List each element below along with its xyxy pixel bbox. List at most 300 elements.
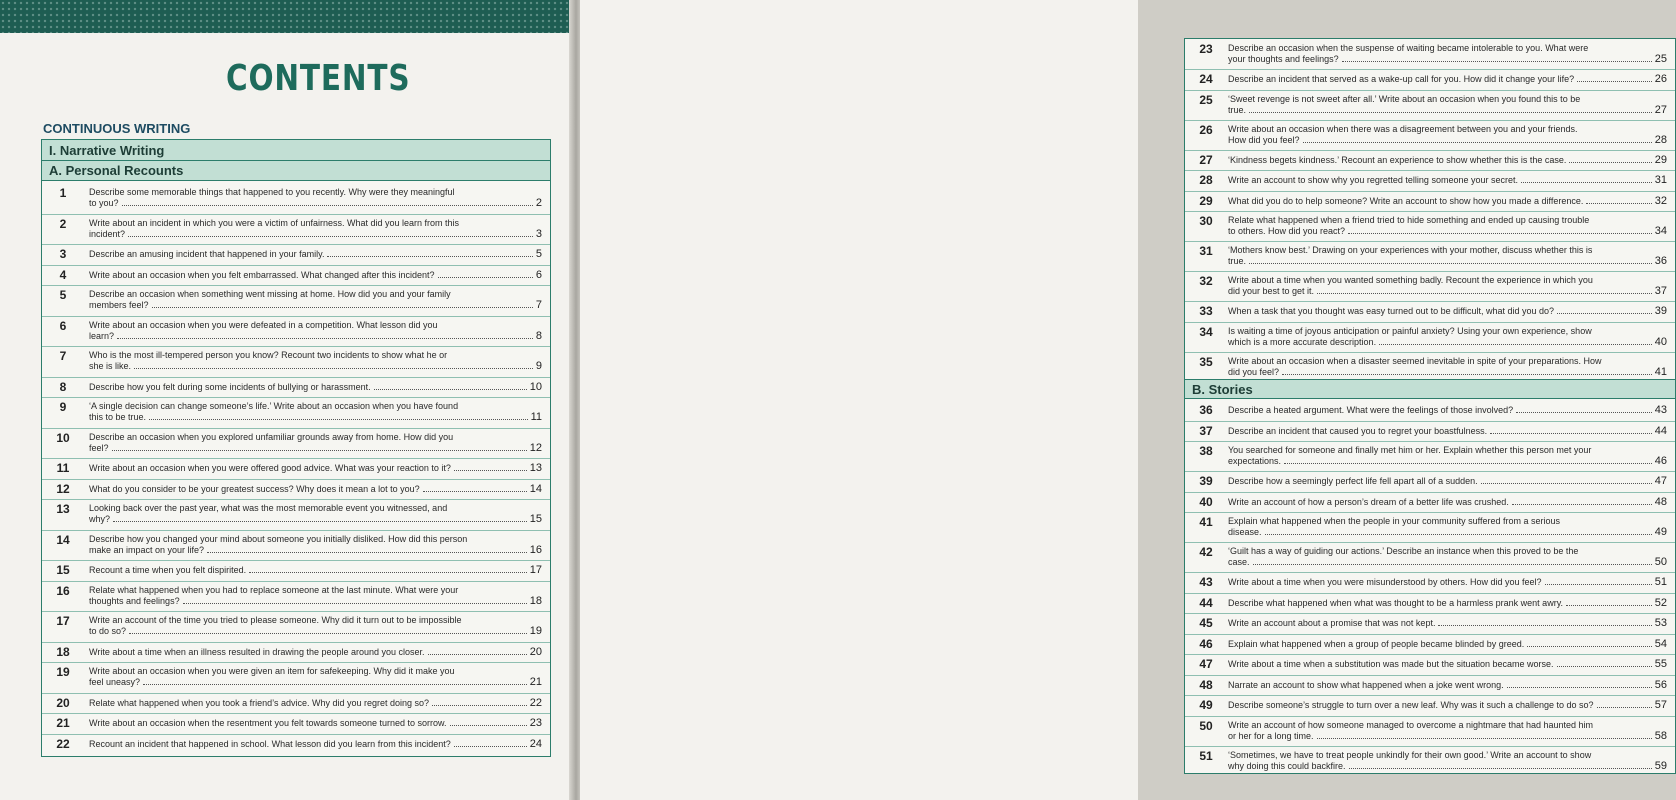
- entry-number: 12: [56, 481, 70, 496]
- entry-line: [89, 229, 542, 240]
- dot-leader: [374, 389, 527, 390]
- contents-entry: [1185, 69, 1675, 90]
- dot-leader: [143, 684, 527, 685]
- entry-line: [1228, 124, 1667, 135]
- entry-text: [1228, 326, 1667, 348]
- page-number: 20: [529, 645, 542, 658]
- entry-line: [89, 718, 542, 729]
- contents-entry: [1185, 512, 1675, 542]
- entry-number: 29: [1199, 193, 1213, 208]
- dot-leader: [1481, 483, 1652, 484]
- entry-title-line: ‘A single decision can change someone’s life.’ Write about an occasion when you have found: [89, 401, 459, 411]
- contents-entry: [1185, 542, 1675, 572]
- page-number: 16: [529, 543, 542, 556]
- dot-leader: [149, 419, 528, 420]
- entry-text: [1228, 546, 1667, 568]
- page-number: 59: [1654, 759, 1667, 772]
- entry-line: [89, 484, 542, 495]
- dot-leader: [152, 307, 533, 308]
- entry-number: 2: [59, 216, 67, 231]
- entry-text: [1228, 680, 1667, 691]
- entry-text: [1228, 426, 1667, 437]
- entry-line: [1228, 245, 1667, 256]
- entry-line: [89, 514, 542, 525]
- decorative-header-band: [0, 0, 572, 33]
- entry-line: [89, 698, 542, 709]
- entry-number: 41: [1199, 515, 1213, 529]
- entry-text: [1228, 445, 1667, 467]
- entry-title-line: Describe what happened when what was thought to be a harmless prank went awry.: [1228, 597, 1564, 608]
- entry-title-line: thoughts and feelings?: [89, 595, 180, 606]
- contents-entry: [1185, 593, 1675, 614]
- contents-box-right: [1184, 38, 1676, 774]
- entry-number: 6: [59, 318, 67, 333]
- entry-number: 40: [1199, 494, 1213, 509]
- dot-leader: [1379, 344, 1652, 345]
- dot-leader: [249, 572, 527, 573]
- entry-number: 43: [1199, 575, 1213, 589]
- entry-title-line: which is a more accurate description.: [1228, 336, 1377, 347]
- entry-title-line: Relate what happened when you had to replace someone at the last minute. What were your: [89, 584, 459, 595]
- entry-title-line: You searched for someone and finally met him or her. Explain whether this person met your: [1228, 445, 1592, 455]
- page-number: 48: [1654, 495, 1667, 508]
- entry-line: [1228, 155, 1667, 166]
- entry-text: [1228, 639, 1667, 650]
- page-number: 54: [1654, 637, 1667, 650]
- dot-leader: [1349, 768, 1652, 769]
- entry-line: [1228, 426, 1667, 437]
- contents-entry: [1185, 90, 1675, 120]
- entry-text: [1228, 750, 1667, 772]
- dot-leader: [428, 654, 527, 655]
- entry-title-line: Describe a heated argument. What were the feelings of those involved?: [1228, 405, 1514, 415]
- entry-number: 50: [1199, 718, 1213, 733]
- entry-line: [1228, 445, 1667, 456]
- page-number: 10: [529, 380, 542, 393]
- entry-number: 10: [56, 430, 70, 445]
- dot-leader: [1577, 81, 1652, 82]
- entry-line: [1228, 516, 1667, 527]
- entry-number: 37: [1199, 423, 1213, 438]
- page-number: 43: [1654, 404, 1667, 416]
- entry-text: [89, 718, 542, 729]
- left-page: [0, 0, 572, 800]
- entry-line: [89, 443, 542, 454]
- contents-entry: [1185, 716, 1675, 746]
- entry-line: [89, 677, 542, 688]
- dot-leader: [122, 205, 533, 206]
- entry-number: 23: [1199, 42, 1213, 56]
- entry-text: [1228, 94, 1667, 116]
- page-number: 32: [1654, 194, 1667, 207]
- dot-leader: [1253, 564, 1652, 565]
- entry-number: 18: [56, 644, 70, 659]
- entry-line: [1228, 43, 1667, 54]
- dot-leader: [438, 277, 533, 278]
- entry-text: [1228, 275, 1667, 297]
- dot-leader: [450, 725, 527, 726]
- entry-text: [1228, 175, 1667, 186]
- contents-entry: [1185, 572, 1675, 593]
- entry-title-line: Write about a time when a substitution was made but the situation became worse.: [1228, 659, 1554, 669]
- dot-leader: [1342, 61, 1652, 62]
- box-heading: I. Narrative Writing: [42, 140, 550, 161]
- entry-title-line: Describe how you changed your mind about someone you initially disliked. How did this person: [89, 533, 468, 544]
- dot-leader: [129, 633, 527, 634]
- entry-line: [89, 412, 542, 423]
- entry-title-line: case.: [1228, 557, 1250, 567]
- page-number: 23: [529, 717, 542, 729]
- entry-text: [1228, 405, 1667, 416]
- entry-text: [89, 320, 542, 342]
- entry-line: [89, 218, 542, 229]
- entry-title-line: feel?: [89, 442, 109, 453]
- contents-entry: [1185, 150, 1675, 171]
- entry-number: 47: [1199, 657, 1213, 671]
- entry-line: [1228, 598, 1667, 609]
- entry-title-line: Write an account of the time you tried to please someone. Why did it turn out to be impossible: [89, 615, 462, 625]
- entry-text: [1228, 245, 1667, 267]
- entry-title-line: Describe some memorable things that happened to you recently. Why were they meaningful: [89, 187, 455, 197]
- page-number: 28: [1654, 133, 1667, 146]
- entry-line: [1228, 175, 1667, 186]
- dot-leader: [1557, 313, 1652, 314]
- entry-number: 13: [56, 502, 70, 516]
- section-title: CONTINUOUS WRITING: [43, 121, 191, 136]
- dot-leader: [1303, 142, 1652, 143]
- page-number: 56: [1654, 678, 1667, 691]
- contents-entry: [1185, 301, 1675, 322]
- entry-number: 30: [1199, 214, 1213, 228]
- entry-title-line: make an impact on your life?: [89, 544, 205, 555]
- entry-text: [89, 666, 542, 688]
- entry-text: [89, 350, 542, 372]
- dot-leader: [1512, 504, 1652, 505]
- entry-line: [89, 615, 542, 626]
- contents-entry: [42, 214, 550, 245]
- page-number: 25: [1654, 53, 1667, 65]
- entry-line: [1228, 367, 1667, 378]
- dot-leader: [1569, 162, 1651, 163]
- dot-leader: [327, 256, 532, 257]
- entry-number: 22: [56, 736, 70, 751]
- entry-title-line: Relate what happened when you took a friend’s advice. Why did you regret doing so?: [89, 697, 430, 708]
- page-number: 52: [1654, 596, 1667, 609]
- entry-line: [1228, 456, 1667, 467]
- entry-title-line: ‘Kindness begets kindness.’ Recount an experience to show whether this is the case.: [1228, 154, 1567, 165]
- entry-title-line: Describe an amusing incident that happened in your family.: [89, 249, 325, 259]
- entry-number: 46: [1199, 636, 1213, 651]
- page-number: 49: [1654, 526, 1667, 538]
- entry-text: [1228, 155, 1667, 166]
- page-number: 40: [1654, 335, 1667, 348]
- page-number: 58: [1654, 729, 1667, 742]
- entry-text: [89, 565, 542, 576]
- entry-title-line: ‘Mothers know best.’ Drawing on your experiences with your mother, discuss whether this is: [1228, 245, 1593, 255]
- entry-title-line: Who is the most ill-tempered person you know? Recount two incidents to show what he or: [89, 350, 448, 360]
- entry-title-line: Recount an incident that happened in school. What lesson did you learn from this incident?: [89, 738, 451, 749]
- dot-leader: [423, 491, 527, 492]
- entry-title-line: ‘Sometimes, we have to treat people unkindly for their own good.’ Write an account to show: [1228, 749, 1592, 760]
- entry-title-line: did you feel?: [1228, 366, 1280, 377]
- dot-leader: [1566, 605, 1652, 606]
- dot-leader: [207, 552, 527, 553]
- entry-title-line: Write about an occasion when there was a disagreement between you and your friends.: [1228, 123, 1578, 134]
- contents-entry: [1185, 322, 1675, 352]
- page-number: 53: [1654, 617, 1667, 629]
- dot-leader: [1521, 182, 1652, 183]
- entry-line: [89, 187, 542, 198]
- dot-leader: [454, 470, 527, 471]
- page-number: 22: [529, 696, 542, 709]
- entry-number: 21: [56, 716, 70, 730]
- entry-number: 4: [59, 267, 67, 282]
- entry-number: 17: [56, 614, 70, 628]
- entry-title-line: Describe someone’s struggle to turn over a new leaf. Why was it such a challenge to do so?: [1228, 700, 1594, 710]
- entry-title-line: Write about an occasion when you were offered good advice. What was your reaction to it?: [89, 463, 451, 473]
- page-number: 51: [1654, 576, 1667, 588]
- entry-line: [1228, 286, 1667, 297]
- dot-leader: [112, 450, 527, 451]
- entry-text: [89, 218, 542, 240]
- entry-title-line: why doing this could backfire.: [1228, 760, 1346, 771]
- entry-number: 35: [1199, 354, 1213, 369]
- dot-leader: [432, 705, 527, 706]
- contents-entry: [42, 581, 550, 612]
- entry-title-line: ‘Guilt has a way of guiding our actions.’ Describe an instance when this proved to be the: [1228, 546, 1579, 556]
- entry-title-line: learn?: [89, 330, 115, 341]
- entry-number: 16: [56, 583, 70, 598]
- entry-number: 33: [1199, 304, 1213, 318]
- dot-leader: [1545, 584, 1652, 585]
- page-number: 46: [1654, 455, 1667, 467]
- entry-text: [1228, 516, 1667, 538]
- entry-title-line: incident?: [89, 228, 126, 239]
- entry-title-line: Write an account about a promise that was not kept.: [1228, 618, 1436, 628]
- entry-number: 9: [59, 400, 67, 414]
- dot-leader: [1284, 463, 1652, 464]
- entry-title-line: disease.: [1228, 527, 1262, 537]
- contents-entry: [1185, 654, 1675, 675]
- entry-title-line: Write about an occasion when the resentment you felt towards someone turned to sorrow.: [89, 718, 447, 728]
- dot-leader: [1597, 707, 1652, 708]
- dot-leader: [1249, 112, 1652, 113]
- entry-title-line: to you?: [89, 198, 119, 208]
- contents-entry: [42, 560, 550, 581]
- contents-entry: [1185, 441, 1675, 471]
- dot-leader: [1265, 534, 1652, 535]
- entry-line: [89, 503, 542, 514]
- contents-entry: [1185, 39, 1675, 69]
- entry-number: 49: [1199, 698, 1213, 712]
- contents-entry: [1185, 191, 1675, 212]
- entry-title-line: Describe an occasion when something went missing at home. How did you and your family: [89, 289, 451, 299]
- dot-leader: [113, 521, 527, 522]
- entry-title-line: members feel?: [89, 300, 149, 310]
- entry-line: [89, 432, 542, 443]
- entry-number: 45: [1199, 616, 1213, 630]
- contents-entry: [42, 285, 550, 316]
- entry-line: [89, 534, 542, 545]
- entry-line: [1228, 405, 1667, 416]
- entry-title-line: Recount a time when you felt dispirited.: [89, 565, 247, 575]
- entry-number: 7: [59, 349, 67, 363]
- entry-number: 8: [59, 379, 67, 394]
- contents-entry: [42, 662, 550, 693]
- entry-text: [89, 503, 542, 525]
- entry-title-line: Write about an occasion when a disaster seemed inevitable in spite of your preparations. How: [1228, 355, 1602, 366]
- dot-leader: [1527, 646, 1652, 647]
- page-number: 15: [529, 513, 542, 525]
- entry-text: [89, 432, 542, 454]
- entry-title-line: Write about a time when you wanted something badly. Recount the experience in which you: [1228, 275, 1593, 285]
- entry-title-line: Write about an incident in which you were a victim of unfairness. What did you learn from this: [89, 217, 460, 228]
- entry-line: [1228, 337, 1667, 348]
- entry-number: 51: [1199, 748, 1213, 763]
- contents-entry: [42, 458, 550, 479]
- page-number: 13: [529, 462, 542, 474]
- entry-line: [89, 401, 542, 412]
- dot-leader: [117, 338, 533, 339]
- entry-text: [89, 289, 542, 311]
- contents-entry: [1185, 695, 1675, 716]
- entry-line: [89, 565, 542, 576]
- dot-leader: [1249, 263, 1652, 264]
- page-number: 39: [1654, 305, 1667, 317]
- entry-line: [89, 739, 542, 750]
- page-number: 2: [535, 197, 542, 209]
- entry-title-line: to others. How did you react?: [1228, 226, 1346, 236]
- entry-text: [89, 270, 542, 281]
- entry-line: [1228, 326, 1667, 337]
- entry-number: 28: [1199, 173, 1213, 187]
- entry-text: [1228, 497, 1667, 508]
- entry-title-line: Explain what happened when a group of people became blinded by greed.: [1228, 638, 1525, 649]
- entry-line: [1228, 577, 1667, 588]
- page-number: 8: [535, 329, 542, 342]
- entry-number: 39: [1199, 474, 1213, 488]
- page-number: 11: [530, 411, 542, 423]
- contents-entry: [42, 713, 550, 734]
- entry-line: [1228, 306, 1667, 317]
- page-number: 3: [535, 227, 542, 240]
- page-number: 19: [529, 625, 542, 637]
- entry-title-line: What do you consider to be your greatest success? Why does it mean a lot to you?: [89, 483, 420, 494]
- contents-entry: [42, 642, 550, 663]
- contents-entry: [42, 611, 550, 642]
- entry-number: 42: [1199, 545, 1213, 559]
- page-number: 50: [1654, 556, 1667, 568]
- entry-title-line: true.: [1228, 104, 1247, 115]
- page-number: 55: [1654, 658, 1667, 670]
- entry-text: [1228, 124, 1667, 146]
- entry-title-line: How did you feel?: [1228, 134, 1300, 145]
- entry-number: 44: [1199, 595, 1213, 610]
- contents-entry: [1185, 634, 1675, 655]
- entry-title-line: Explain what happened when the people in your community suffered from a serious: [1228, 516, 1561, 526]
- entry-title-line: Relate what happened when a friend tried to hide something and ended up causing trouble: [1228, 215, 1590, 225]
- dot-leader: [183, 603, 527, 604]
- entry-line: [1228, 54, 1667, 65]
- entry-line: [1228, 476, 1667, 487]
- entry-line: [1228, 720, 1667, 731]
- contents-entry: [1185, 746, 1675, 776]
- entry-text: [89, 698, 542, 709]
- page-number: 17: [529, 564, 542, 576]
- entry-line: [89, 249, 542, 260]
- entry-number: 31: [1199, 244, 1213, 258]
- page-number: 34: [1654, 225, 1667, 237]
- entry-number: 5: [59, 288, 67, 302]
- entry-number: 26: [1199, 122, 1213, 137]
- entry-line: [1228, 761, 1667, 772]
- entry-title-line: Is waiting a time of joyous anticipation or painful anxiety? Using your own experience, show: [1228, 325, 1592, 336]
- entry-title-line: Write about an occasion when you were given an item for safekeeping. Why did it make you: [89, 666, 455, 676]
- entry-line: [89, 300, 542, 311]
- entry-line: [1228, 680, 1667, 691]
- contents-entry: [42, 693, 550, 714]
- entry-title-line: why?: [89, 514, 111, 524]
- entry-line: [89, 463, 542, 474]
- entry-title-line: Describe an incident that served as a wake-up call for you. How did it change your life?: [1228, 74, 1575, 84]
- contents-entry: [1185, 241, 1675, 271]
- entry-number: 3: [59, 247, 67, 261]
- entry-line: [1228, 196, 1667, 207]
- entry-text: [89, 615, 542, 637]
- entry-number: 15: [56, 563, 70, 577]
- entry-title-line: or her for a long time.: [1228, 730, 1314, 741]
- entry-title-line: to do so?: [89, 626, 127, 636]
- entry-line: [89, 545, 542, 556]
- dot-leader: [1507, 687, 1652, 688]
- contents-entry: [1185, 170, 1675, 191]
- entry-number: 27: [1199, 152, 1213, 167]
- entry-line: [1228, 275, 1667, 286]
- contents-entry: [1185, 421, 1675, 442]
- entry-title-line: Describe an incident that caused you to regret your boastfulness.: [1228, 425, 1488, 436]
- entry-title-line: When a task that you thought was easy turned out to be difficult, what did you do?: [1228, 306, 1555, 316]
- contents-entry: [1185, 613, 1675, 634]
- entry-title-line: Describe how a seemingly perfect life fell apart all of a sudden.: [1228, 476, 1478, 486]
- entry-line: [89, 626, 542, 637]
- entry-title-line: Write an account of how someone managed to overcome a nightmare that had haunted him: [1228, 719, 1594, 730]
- entry-text: [89, 401, 542, 423]
- contents-entry: [42, 479, 550, 500]
- entry-line: [1228, 215, 1667, 226]
- page-number: 6: [535, 268, 542, 281]
- entry-title-line: Looking back over the past year, what was the most memorable event you witnessed, and: [89, 503, 448, 513]
- entry-number: 11: [56, 461, 70, 475]
- contents-entry: [42, 244, 550, 265]
- entry-text: [1228, 720, 1667, 742]
- entry-line: [89, 350, 542, 361]
- entry-title-line: Write about an occasion when you felt embarrassed. What changed after this incident?: [89, 269, 435, 280]
- entry-line: [1228, 618, 1667, 629]
- contents-entry: [1185, 492, 1675, 513]
- entry-line: [1228, 527, 1667, 538]
- entry-line: [89, 585, 542, 596]
- entry-line: [1228, 226, 1667, 237]
- entry-text: [89, 187, 542, 209]
- entry-line: [1228, 356, 1667, 367]
- entry-text: [89, 739, 542, 750]
- entry-text: [89, 382, 542, 393]
- entry-number: 25: [1199, 92, 1213, 107]
- entry-line: [89, 331, 542, 342]
- entry-title-line: feel uneasy?: [89, 677, 141, 687]
- entry-title-line: expectations.: [1228, 456, 1282, 466]
- page-number: 29: [1654, 153, 1667, 166]
